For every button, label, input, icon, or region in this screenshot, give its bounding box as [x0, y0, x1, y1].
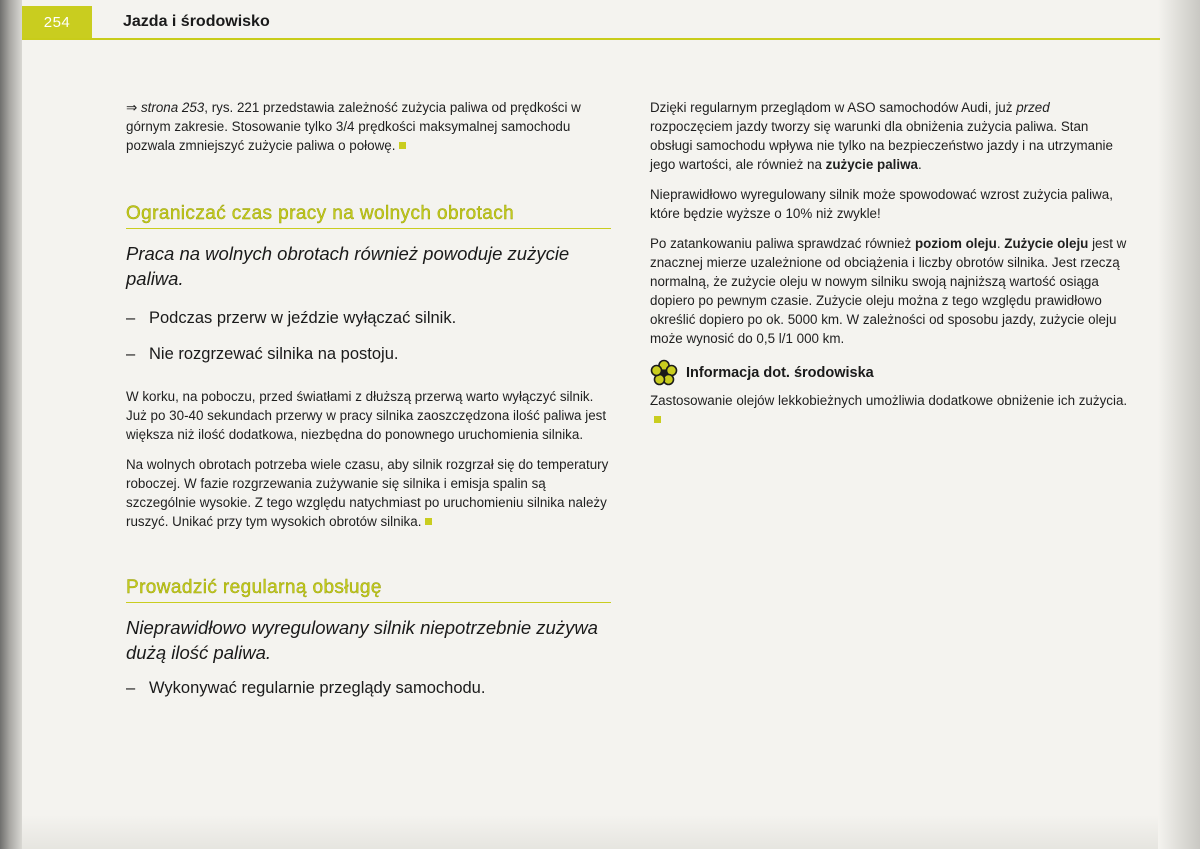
list-item-text: Podczas przerw w jeździe wyłączać silnik. — [149, 309, 457, 327]
body-paragraph — [650, 234, 1132, 348]
info-text — [650, 391, 1132, 429]
list-item-text: Nie rozgrzewać silnika na postoju. — [149, 345, 399, 363]
intro-paragraph — [126, 98, 611, 155]
body-paragraph — [650, 98, 1132, 174]
section-lead: Praca na wolnych obrotach również powoduje zużycie paliwa. — [126, 243, 570, 289]
right-column — [650, 98, 1132, 440]
bold-text: zużycie paliwa — [825, 157, 918, 172]
bold-text: poziom oleju — [914, 236, 997, 251]
text-run: Po zatankowaniu paliwa sprawdzać również — [650, 236, 915, 251]
bottom-page-shade — [22, 815, 1158, 849]
reference-arrow-icon: ⇒ — [126, 100, 138, 115]
flower-icon — [650, 359, 678, 387]
bold-text: Zużycie oleju — [1004, 236, 1089, 251]
info-title: Informacja dot. środowiska — [686, 365, 874, 381]
dash-bullet-icon: – — [126, 309, 136, 327]
body-paragraph: Nieprawidłowo wyregulowany silnik może spowodować wzrost zużycia paliwa, które będzie wyższe o 10% niż zwykle! — [650, 187, 1113, 221]
list-item — [126, 343, 611, 365]
body-text: Na wolnych obrotach potrzeba wiele czasu, aby silnik rozgrzał się do temperatury roboczej. W fazie rozgrzewania zużywanie się silnika i emisja spalin są szczególnie wysokie. Z tego względu natychmiast po uruchomieniu silnika należy ruszyć. Unikać przy tym wysokich obrotów silnika. — [126, 457, 609, 529]
text-run: . — [917, 157, 922, 172]
list-item — [126, 677, 611, 699]
left-column — [126, 98, 611, 713]
section-lead: Nieprawidłowo wyregulowany silnik niepotrzebnie zużywa dużą ilość paliwa. — [126, 617, 598, 663]
text-run: jest w znacznej mierze uzależnione od obciążenia i liczby obrotów silnika. Jest rzeczą normalną, że zużycie oleju w nowym silniku swoją najniższą wartość osiąga dopiero po pewnym czasie. Zużycie oleju można z tego względu prawidłowo określić dopiero po ok. 5000 km. W zależności od sposobu jazdy, zużycie oleju może wynosić do 0,5 l/1 000 km. — [650, 236, 1127, 346]
section-end-marker-icon — [654, 416, 661, 423]
section-heading-idle — [126, 202, 611, 229]
chapter-title: Jazda i środowisko — [123, 13, 270, 30]
page-number: 254 — [22, 6, 92, 39]
header-rule — [22, 38, 1160, 40]
info-body: Zastosowanie olejów lekkobieżnych umożliwia dodatkowe obniżenie ich zużycia. — [650, 393, 1128, 408]
section-end-marker-icon — [399, 142, 406, 149]
list-item — [126, 307, 611, 329]
intro-text: , rys. 221 przedstawia zależność zużycia paliwa od prędkości w górnym zakresie. Stosowanie tylko 3/4 prędkości maksymalnej samochodu pozwala zmniejszyć zużycie paliwa o połowę. — [126, 100, 581, 153]
dash-bullet-icon: – — [126, 679, 136, 697]
book-spine-shadow — [0, 0, 22, 849]
text-run: Dzięki regularnym przeglądom w ASO samochodów Audi, już — [650, 100, 1017, 115]
section-heading-service — [126, 576, 611, 603]
text-run: rozpoczęciem jazdy tworzy się warunki dla obniżenia zużycia paliwa. Stan obsługi samochodu wpływa nie tylko na bezpieczeństwo jazdy i na utrzymanie jego wartości, ale również na — [650, 119, 1113, 172]
page-reference-link[interactable]: strona 253 — [140, 100, 205, 115]
body-paragraph — [126, 455, 611, 531]
page-edge-shadow — [1158, 0, 1200, 849]
text-run: . — [996, 236, 1005, 251]
list-item-text: Wykonywać regularnie przeglądy samochodu. — [149, 679, 486, 697]
section-title: Ograniczać czas pracy na wolnych obrotach — [126, 203, 515, 224]
section-title: Prowadzić regularną obsługę — [126, 577, 382, 598]
environment-info-header — [650, 359, 1132, 387]
section-end-marker-icon — [425, 518, 432, 525]
emphasis-text: przed — [1016, 100, 1050, 115]
body-paragraph: W korku, na poboczu, przed światłami z dłuższą przerwą warto wyłączyć silnik. Już po 30-40 sekundach przerwy w pracy silnika zaoszczędzona ilość paliwa jest większa niż ilość dodatkowa, niezbędna do ponownego uruchomienia silnika. — [126, 389, 607, 442]
dash-bullet-icon: – — [126, 345, 136, 363]
